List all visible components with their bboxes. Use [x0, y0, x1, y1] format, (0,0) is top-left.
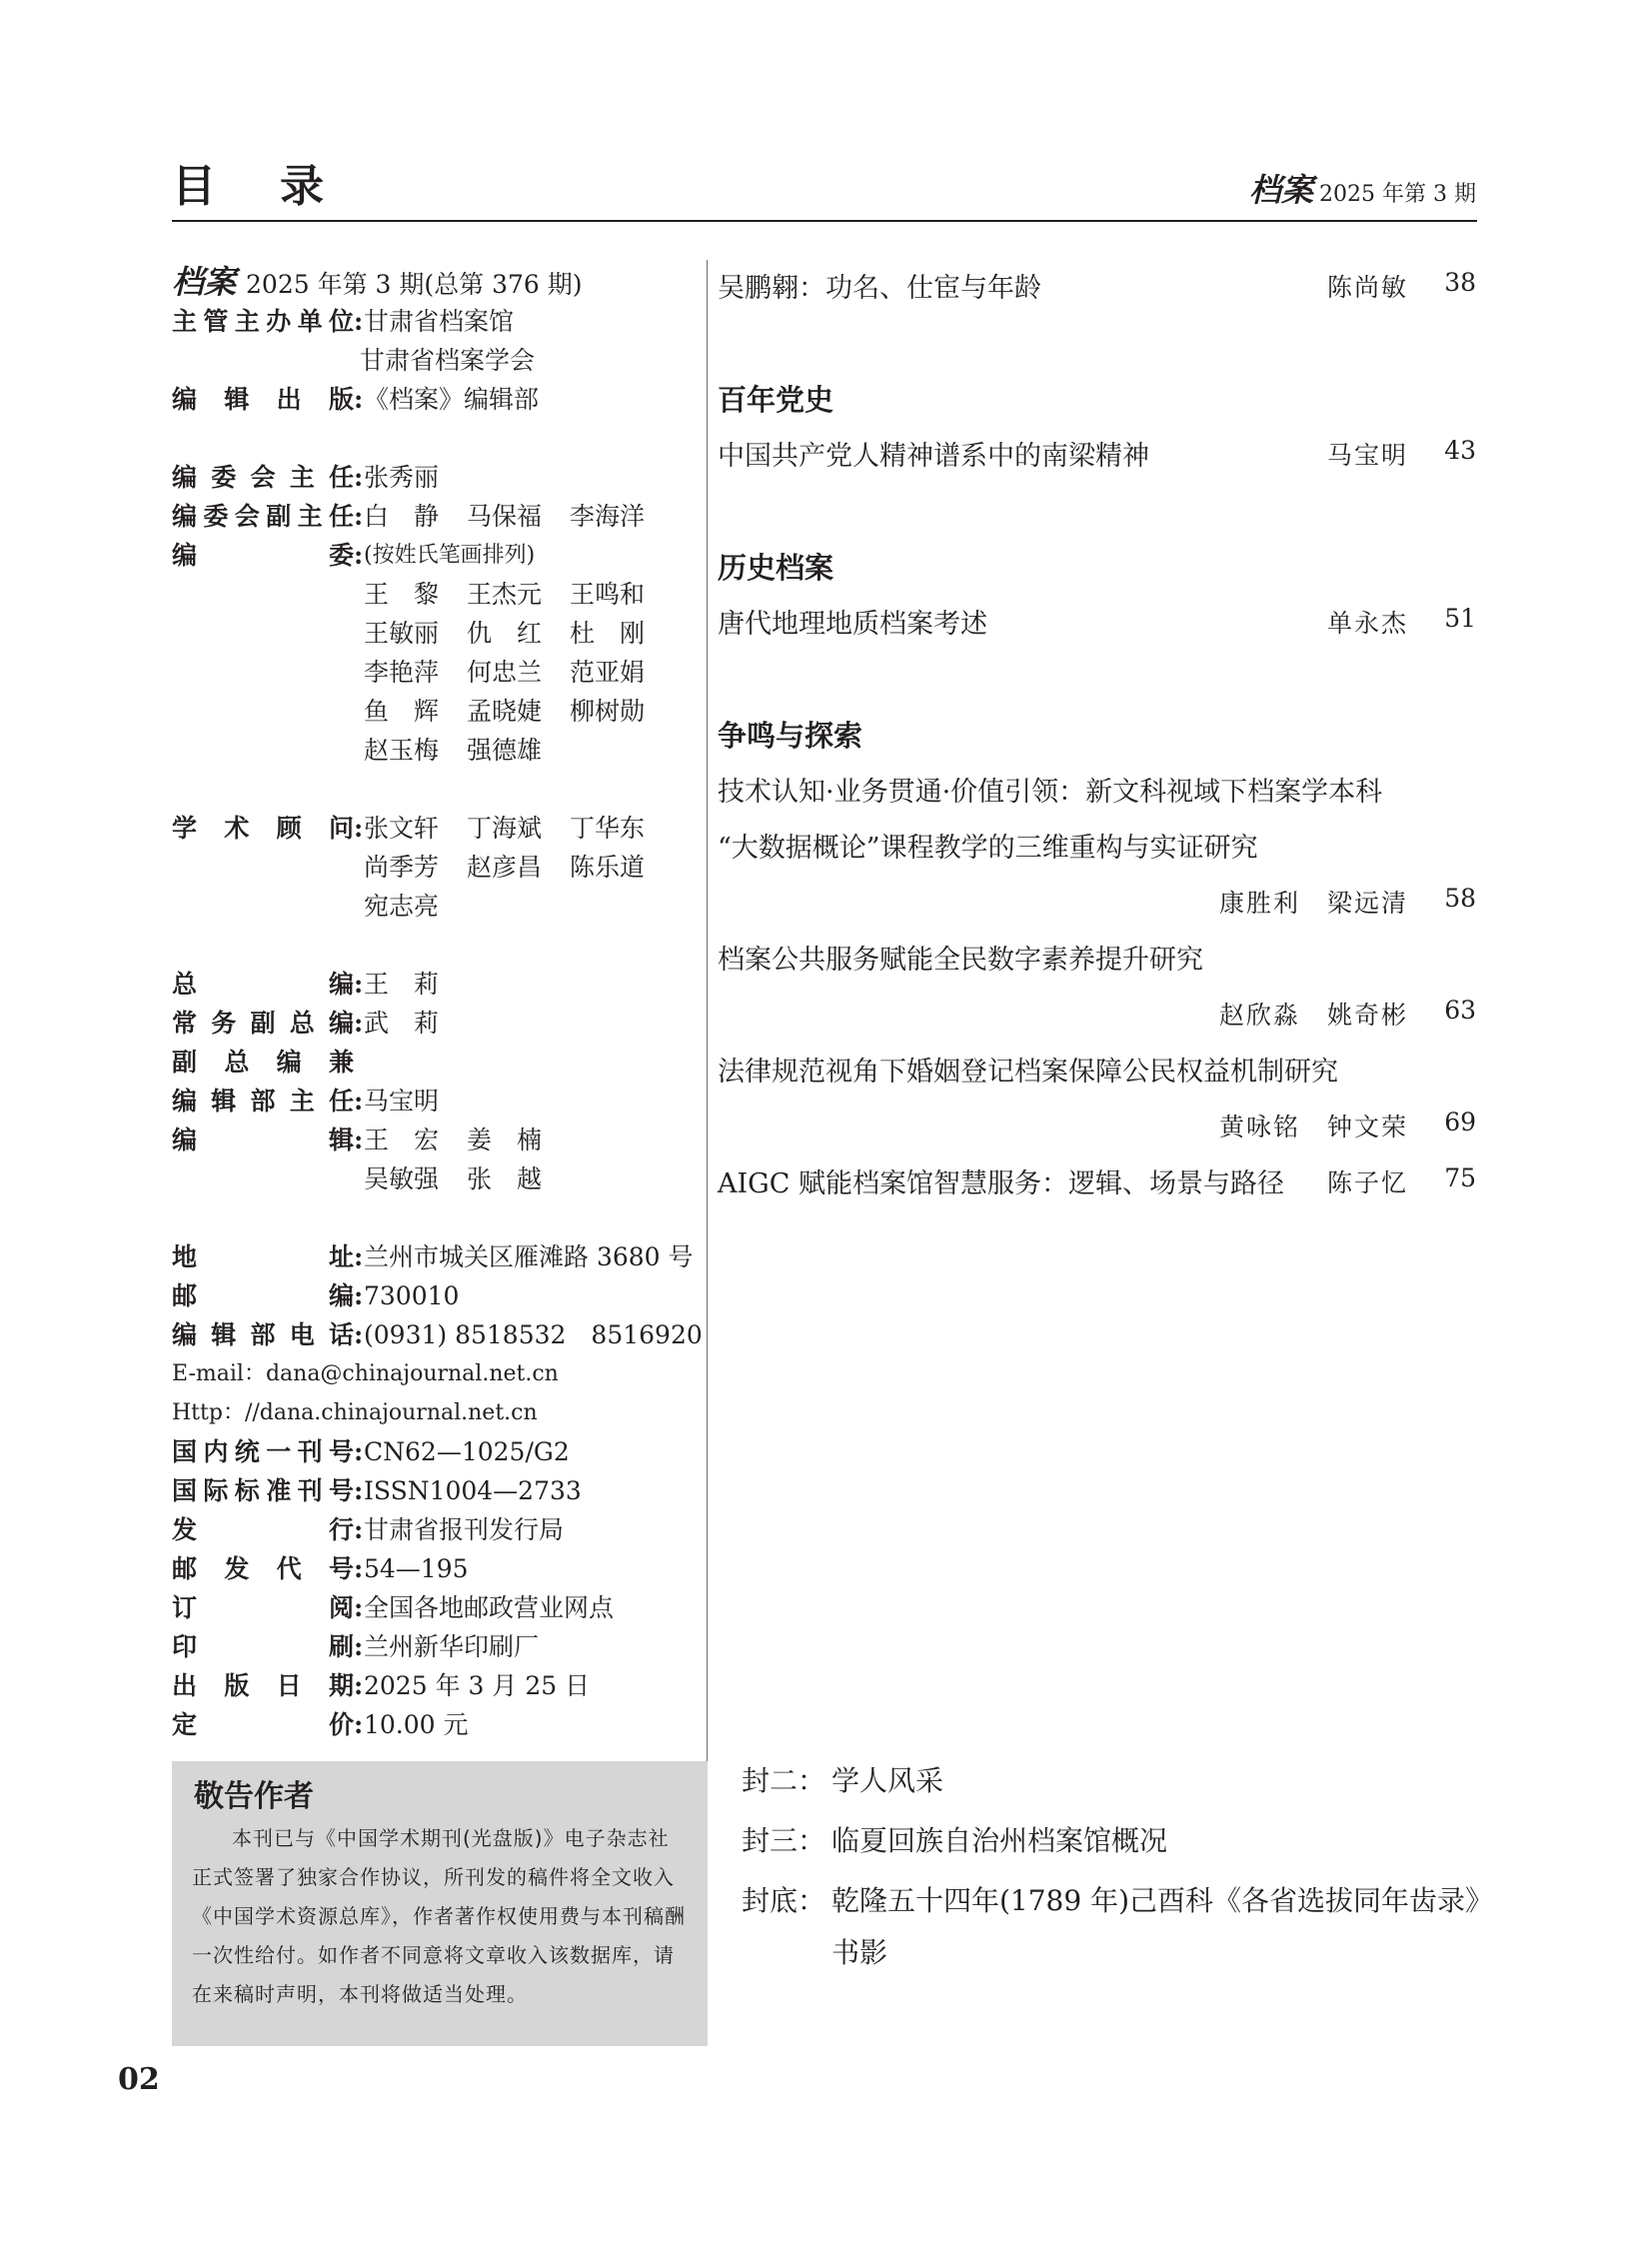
colon: : — [354, 1515, 364, 1544]
dept-director-value: 马宝明 — [364, 1087, 440, 1116]
committee-director-row — [172, 458, 702, 497]
committee-director-label: 编委会主任 — [172, 463, 354, 492]
cn-value: CN62—1025/G2 — [364, 1437, 570, 1466]
sponsor-label: 主管主办单位 — [172, 307, 354, 336]
postal-code-label: 邮发代号 — [172, 1554, 354, 1583]
person-name: 范亚娟 — [570, 658, 646, 687]
person-name: 何忠兰 — [467, 658, 543, 687]
publisher-value: 《档案》编辑部 — [364, 385, 540, 414]
publisher-label: 编辑出版 — [172, 385, 354, 414]
committee-note: (按姓氏笔画排列) — [364, 543, 536, 568]
postal-code-row — [172, 1549, 702, 1588]
person-name: 张 越 — [467, 1164, 543, 1193]
printing-row — [172, 1627, 702, 1666]
http-line: Http：//dana.chinajournal.net.cn — [172, 1400, 538, 1425]
subscription-label: 订阅 — [172, 1593, 354, 1622]
printing-label: 印刷 — [172, 1632, 354, 1661]
colon: : — [354, 1476, 364, 1505]
running-header — [1249, 165, 1476, 211]
person-name: 鱼 辉 — [364, 697, 440, 726]
price-value: 10.00 元 — [364, 1710, 469, 1739]
cover-note-key: 封底： — [742, 1884, 826, 1917]
deputy-row — [172, 1043, 702, 1082]
committee-names-row — [172, 575, 702, 614]
colon: : — [354, 1242, 364, 1271]
colon: : — [354, 1320, 364, 1349]
subscription-row — [172, 1588, 702, 1627]
colon: : — [354, 970, 364, 999]
printing-value: 兰州新华印刷厂 — [364, 1632, 540, 1661]
colon: : — [354, 1710, 364, 1739]
toc-article-author: 陈子忆 — [1326, 1168, 1408, 1197]
distribution-row — [172, 1510, 702, 1549]
cover-note-value: 乾隆五十四年(1789 年)己酉科《各省选拔同年齿录》 — [831, 1884, 1494, 1917]
chief-editor-row — [172, 965, 702, 1004]
phone-label: 编辑部电话 — [172, 1320, 354, 1349]
header-rule — [172, 220, 1477, 222]
sponsor-value: 甘肃省档案馆 — [364, 307, 515, 336]
editors-row — [172, 1121, 702, 1159]
toc-article-title-line2: “大数据概论”课程教学的三维重构与实证研究 — [718, 833, 1258, 864]
colon: : — [354, 1437, 364, 1466]
toc-article-title: 唐代地理地质档案考述 — [718, 609, 987, 640]
colon: : — [354, 1632, 364, 1661]
toc-article-page: 38 — [1444, 268, 1476, 297]
issn-value: ISSN1004—2733 — [364, 1476, 582, 1505]
toc-article-title: 档案公共服务赋能全民数字素养提升研究 — [718, 945, 1203, 976]
person-name: 王敏丽 — [364, 619, 440, 648]
colon: : — [354, 1125, 364, 1154]
toc-article-author: 陈尚敏 — [1326, 273, 1408, 302]
editors-names — [360, 1121, 673, 1159]
person-name: 杜 刚 — [570, 619, 646, 648]
toc-article-author: 康胜利 梁远清 — [1218, 889, 1408, 918]
colon: : — [354, 541, 364, 570]
advisors-label: 学术顾问 — [172, 814, 354, 843]
page-title: 目录 — [172, 161, 388, 212]
person-name: 陈乐道 — [570, 853, 646, 882]
colon: : — [354, 385, 364, 414]
price-label: 定价 — [172, 1710, 354, 1739]
toc-article-page: 43 — [1444, 436, 1476, 465]
editors-label: 编辑 — [172, 1125, 354, 1154]
notice-title: 敬告作者 — [194, 1779, 314, 1814]
person-name: 李海洋 — [570, 502, 646, 531]
cover-note — [742, 1819, 1167, 1859]
person-name: 王杰元 — [467, 580, 543, 609]
journal-name: 档案 — [172, 263, 237, 301]
cover-note-value: 临夏回族自治州档案馆概况 — [831, 1824, 1168, 1857]
subscription-value: 全国各地邮政营业网点 — [364, 1593, 615, 1622]
person-name: 王 黎 — [364, 580, 440, 609]
pub-date-row — [172, 1666, 702, 1705]
spacer — [172, 419, 702, 458]
person-name: 仇 红 — [467, 619, 543, 648]
toc-section-heading: 百年党史 — [718, 383, 834, 417]
postal-code-value: 54—195 — [364, 1554, 469, 1583]
exec-deputy-value: 武 莉 — [364, 1009, 440, 1038]
sponsor-row — [172, 302, 702, 341]
toc-article-title-line1: 技术认知·业务贯通·价值引领：新文科视域下档案学本科 — [718, 777, 1383, 808]
toc-article-page: 69 — [1444, 1108, 1476, 1136]
phone-row — [172, 1315, 702, 1354]
cover-note-continued: 书影 — [831, 1936, 888, 1969]
issn-label: 国际标准刊号 — [172, 1476, 354, 1505]
committee-director-value: 张秀丽 — [364, 463, 440, 492]
publisher-row — [172, 380, 702, 419]
cover-note-key: 封二： — [742, 1764, 826, 1797]
pub-date-label: 出版日期 — [172, 1671, 354, 1700]
person-name: 丁华东 — [570, 814, 646, 843]
toc-article-page: 51 — [1444, 604, 1476, 633]
author-notice-box — [172, 1761, 708, 2046]
exec-deputy-row — [172, 1004, 702, 1043]
chief-editor-label: 总编 — [172, 970, 354, 999]
toc-article-author: 赵欣淼 姚奇彬 — [1218, 1001, 1408, 1030]
colon: : — [354, 814, 364, 843]
toc-article-page: 58 — [1444, 884, 1476, 913]
colon: : — [354, 1087, 364, 1116]
spacer — [172, 1198, 702, 1237]
cover-note — [742, 1879, 1493, 1919]
deputy-label: 副总编兼 — [172, 1048, 354, 1077]
colon: : — [354, 502, 364, 531]
colon: : — [354, 1009, 364, 1038]
address-label: 地址 — [172, 1242, 354, 1271]
toc-section-heading: 历史档案 — [718, 551, 834, 585]
toc-article-author: 马宝明 — [1326, 441, 1408, 470]
dept-director-row — [172, 1082, 702, 1121]
address-value: 兰州市城关区雁滩路 3680 号 — [364, 1242, 694, 1271]
journal-name: 档案 — [1249, 171, 1314, 209]
person-name: 姜 楠 — [467, 1125, 543, 1154]
toc-article-author: 黄咏铭 钟文荣 — [1218, 1113, 1408, 1141]
committee-label: 编委 — [172, 541, 354, 570]
address-row — [172, 1237, 702, 1276]
advisors-names — [360, 809, 673, 848]
toc-article-page: 63 — [1444, 996, 1476, 1025]
committee-names-row — [172, 614, 702, 653]
committee-vice-names — [360, 497, 673, 536]
toc-article-title: AIGC 赋能档案馆智慧服务：逻辑、场景与路径 — [718, 1168, 1284, 1199]
person-name: 赵彦昌 — [467, 853, 543, 882]
committee-names-row — [172, 731, 702, 770]
person-name: 宛志亮 — [364, 892, 440, 921]
person-name: 孟晓婕 — [467, 697, 543, 726]
toc-article-title: 法律规范视角下婚姻登记档案保障公民权益机制研究 — [718, 1057, 1338, 1088]
person-name: 丁海斌 — [467, 814, 543, 843]
person-name: 王鸣和 — [570, 580, 646, 609]
price-row — [172, 1705, 702, 1744]
toc-article-title: 吴鹏翱：功名、仕宦与年龄 — [718, 273, 1041, 304]
distribution-value: 甘肃省报刊发行局 — [364, 1515, 565, 1544]
colon: : — [354, 307, 364, 336]
distribution-label: 发行 — [172, 1515, 354, 1544]
committee-names-row — [172, 653, 702, 692]
exec-deputy-label: 常务副总编 — [172, 1009, 354, 1038]
editors-names-row — [172, 1159, 702, 1198]
cover-note-value: 学人风采 — [831, 1764, 944, 1797]
masthead — [172, 262, 702, 1744]
advisors-names-row — [172, 887, 702, 926]
postcode-label: 邮编 — [172, 1281, 354, 1310]
person-name: 白 静 — [364, 502, 440, 531]
issn-row — [172, 1471, 702, 1510]
dept-director-label: 编辑部主任 — [172, 1087, 354, 1116]
pub-date-value: 2025 年 3 月 25 日 — [364, 1671, 591, 1700]
postcode-row — [172, 1276, 702, 1315]
toc-article-page: 75 — [1444, 1163, 1476, 1192]
email-line: E-mail：dana@chinajournal.net.cn — [172, 1361, 559, 1386]
person-name: 赵玉梅 — [364, 736, 440, 765]
chief-editor-value: 王 莉 — [364, 970, 440, 999]
committee-vice-row — [172, 497, 702, 536]
person-name: 柳树勋 — [570, 697, 646, 726]
postcode-value: 730010 — [364, 1281, 460, 1310]
cover-note — [742, 1759, 943, 1799]
person-name: 王 宏 — [364, 1125, 440, 1154]
colon: : — [354, 1593, 364, 1622]
committee-names-row — [172, 692, 702, 731]
notice-body: 本刊已与《中国学术期刊(光盘版)》电子杂志社正式签署了独家合作协议，所刊发的稿件将全文收入《中国学术资源总库》，作者著作权使用费与本刊稿酬一次性给付。如作者不同意将文章收入该数据库，请在来稿时声明，本刊将做适当处理。 — [192, 1826, 686, 2006]
toc-section-heading: 争鸣与探索 — [718, 719, 863, 753]
person-name: 张文轩 — [364, 814, 440, 843]
colon: : — [354, 463, 364, 492]
spacer — [172, 926, 702, 965]
person-name: 强德雄 — [467, 736, 543, 765]
issue-label: 2025 年第 3 期 — [1319, 182, 1476, 207]
committee-vice-label: 编委会副主任 — [172, 502, 354, 531]
issue-text: 2025 年第 3 期(总第 376 期) — [246, 270, 583, 299]
cn-label: 国内统一刊号 — [172, 1437, 354, 1466]
issue-line — [172, 262, 702, 302]
phone-value: (0931) 8518532 8516920 — [364, 1320, 703, 1349]
sponsor-value-2: 甘肃省档案学会 — [360, 346, 536, 375]
colon: : — [354, 1554, 364, 1583]
committee-row — [172, 536, 702, 575]
advisors-names-row — [172, 848, 702, 887]
spacer — [172, 770, 702, 809]
colon: : — [354, 1281, 364, 1310]
person-name: 李艳萍 — [364, 658, 440, 687]
colon: : — [354, 1671, 364, 1700]
cover-note-key: 封三： — [742, 1824, 826, 1857]
toc-article-title: 中国共产党人精神谱系中的南梁精神 — [718, 441, 1149, 472]
person-name: 吴敏强 — [364, 1164, 440, 1193]
toc-article-author: 单永杰 — [1326, 609, 1408, 638]
person-name: 马保福 — [467, 502, 543, 531]
advisors-row — [172, 809, 702, 848]
person-name: 尚季芳 — [364, 853, 440, 882]
page-number: 02 — [118, 2062, 160, 2097]
cn-row — [172, 1432, 702, 1471]
